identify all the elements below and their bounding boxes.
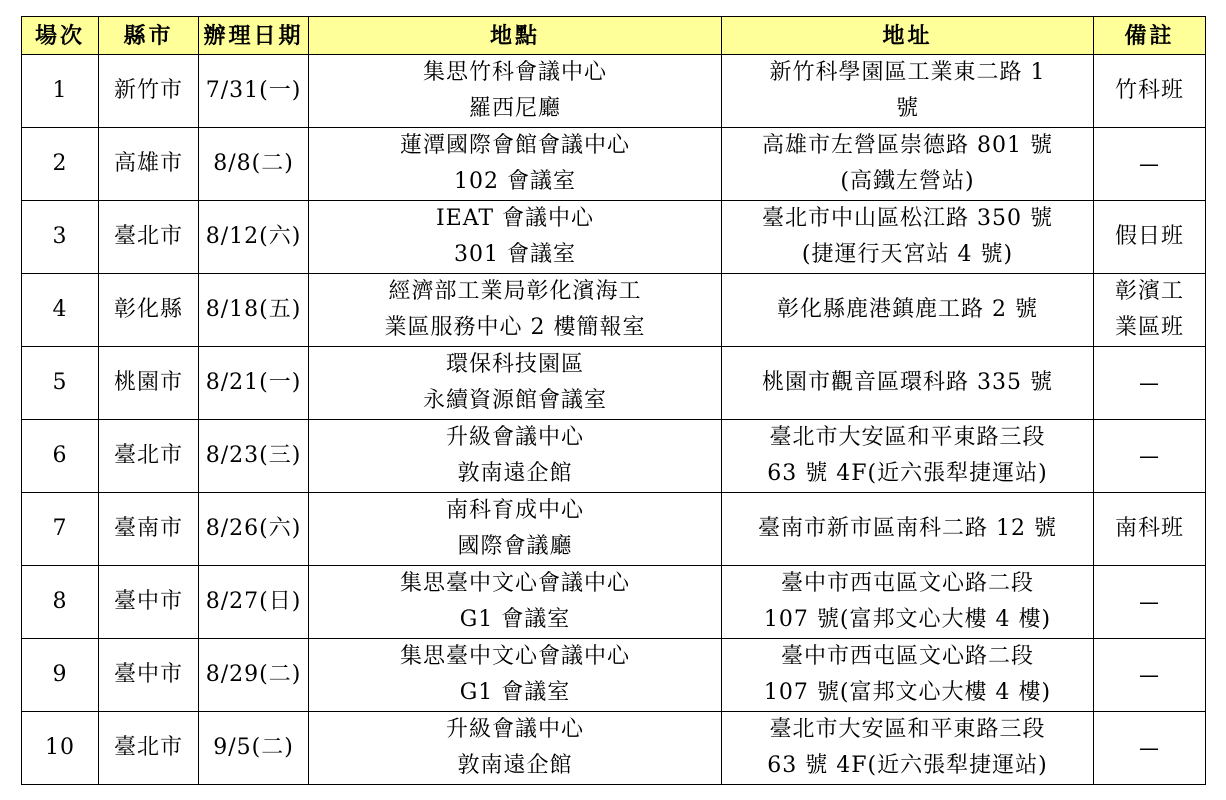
- venue-line: 經濟部工業局彰化濱海工: [388, 279, 642, 304]
- cell-date: 8/27(日): [199, 566, 309, 639]
- cell-date: 9/5(二): [199, 712, 309, 785]
- venue-line: 敦南遠企館: [457, 461, 573, 486]
- table-row: [22, 566, 1206, 639]
- address-line: 彰化縣鹿港鎮鹿工路 2 號: [777, 297, 1038, 322]
- header-city: 縣市: [99, 17, 199, 55]
- venue-line: 蓮潭國際會館會議中心: [399, 133, 630, 158]
- address-line: 63 號 4F(近六張犁捷運站): [767, 461, 1048, 486]
- cell-city: 臺中市: [99, 566, 199, 639]
- cell-date: 8/8(二): [199, 128, 309, 201]
- venue-line: 環保科技園區: [445, 352, 584, 377]
- venue-line: 業區服務中心 2 樓簡報室: [384, 315, 646, 340]
- schedule-table: [21, 16, 1206, 785]
- address-line: 桃園市觀音區環科路 335 號: [762, 370, 1053, 395]
- address-line: 107 號(富邦文心大樓 4 樓): [763, 607, 1052, 632]
- cell-session: 7: [22, 493, 99, 566]
- cell-note: [1094, 493, 1206, 566]
- cell-venue: [309, 420, 722, 493]
- note-line: 假日班: [1114, 224, 1184, 249]
- cell-city: 高雄市: [99, 128, 199, 201]
- cell-venue: [309, 274, 722, 347]
- cell-city: 臺北市: [99, 712, 199, 785]
- cell-session: 9: [22, 639, 99, 712]
- cell-city: 桃園市: [99, 347, 199, 420]
- cell-venue: [309, 128, 722, 201]
- venue-line: 南科育成中心: [445, 498, 584, 523]
- note-line: —: [1139, 663, 1160, 687]
- address-line: 臺北市中山區松江路 350 號: [762, 206, 1053, 231]
- note-line: —: [1139, 736, 1160, 760]
- address-line: 107 號(富邦文心大樓 4 樓): [763, 680, 1052, 705]
- venue-line: G1 會議室: [459, 680, 571, 705]
- cell-city: 新竹市: [99, 55, 199, 128]
- table-row: [22, 420, 1206, 493]
- note-line: 南科班: [1114, 516, 1184, 541]
- cell-note: [1094, 274, 1206, 347]
- header-note: 備註: [1094, 17, 1206, 55]
- address-line: 臺中市西屯區文心路二段: [780, 571, 1034, 596]
- address-line: 高雄市左營區崇德路 801 號: [762, 133, 1053, 158]
- venue-line: 升級會議中心: [445, 717, 584, 742]
- table-row: [22, 493, 1206, 566]
- note-line: —: [1139, 444, 1160, 468]
- cell-session: 6: [22, 420, 99, 493]
- cell-date: 8/26(六): [199, 493, 309, 566]
- cell-venue: [309, 55, 722, 128]
- cell-address: [722, 55, 1094, 128]
- venue-line: 敦南遠企館: [457, 753, 573, 778]
- cell-venue: [309, 639, 722, 712]
- address-line: 臺北市大安區和平東路三段: [769, 425, 1046, 450]
- address-line: 臺南市新市區南科二路 12 號: [758, 516, 1057, 541]
- cell-address: [722, 201, 1094, 274]
- cell-address: [722, 566, 1094, 639]
- venue-line: 升級會議中心: [445, 425, 584, 450]
- cell-note: [1094, 639, 1206, 712]
- venue-line: 集思臺中文心會議中心: [399, 644, 630, 669]
- cell-city: 臺北市: [99, 420, 199, 493]
- cell-note: [1094, 128, 1206, 201]
- venue-line: 集思臺中文心會議中心: [399, 571, 630, 596]
- address-line: 號: [895, 96, 919, 121]
- header-date: 辦理日期: [199, 17, 309, 55]
- note-line: —: [1139, 371, 1160, 395]
- cell-date: 8/29(二): [199, 639, 309, 712]
- venue-line: 301 會議室: [454, 242, 576, 267]
- cell-city: 彰化縣: [99, 274, 199, 347]
- venue-line: 永續資源館會議室: [422, 388, 607, 413]
- note-line: 業區班: [1114, 315, 1184, 340]
- cell-venue: [309, 493, 722, 566]
- cell-note: [1094, 201, 1206, 274]
- note-line: 竹科班: [1114, 78, 1184, 103]
- table-row: [22, 347, 1206, 420]
- cell-venue: [309, 201, 722, 274]
- table-row: [22, 128, 1206, 201]
- cell-address: [722, 347, 1094, 420]
- venue-line: 102 會議室: [454, 169, 576, 194]
- cell-venue: [309, 566, 722, 639]
- cell-date: 7/31(一): [199, 55, 309, 128]
- table-header: [22, 17, 1206, 55]
- header-venue: 地點: [309, 17, 722, 55]
- table-row: [22, 274, 1206, 347]
- venue-line: 集思竹科會議中心: [422, 60, 607, 85]
- cell-note: [1094, 420, 1206, 493]
- cell-date: 8/12(六): [199, 201, 309, 274]
- table-row: [22, 201, 1206, 274]
- cell-note: [1094, 55, 1206, 128]
- venue-line: 國際會議廳: [457, 534, 573, 559]
- note-line: 彰濱工: [1114, 279, 1184, 304]
- venue-line: 羅西尼廳: [468, 96, 561, 121]
- venue-line: G1 會議室: [459, 607, 571, 632]
- address-line: 63 號 4F(近六張犁捷運站): [767, 753, 1048, 778]
- cell-session: 8: [22, 566, 99, 639]
- header-session: 場次: [22, 17, 99, 55]
- cell-city: 臺南市: [99, 493, 199, 566]
- cell-address: [722, 712, 1094, 785]
- cell-address: [722, 493, 1094, 566]
- cell-address: [722, 639, 1094, 712]
- cell-address: [722, 274, 1094, 347]
- cell-city: 臺北市: [99, 201, 199, 274]
- note-line: —: [1139, 590, 1160, 614]
- cell-session: 2: [22, 128, 99, 201]
- cell-session: 1: [22, 55, 99, 128]
- header-address: 地址: [722, 17, 1094, 55]
- cell-date: 8/18(五): [199, 274, 309, 347]
- table-row: [22, 55, 1206, 128]
- address-line: 臺北市大安區和平東路三段: [769, 717, 1046, 742]
- address-line: (高鐵左營站): [840, 169, 975, 194]
- cell-session: 4: [22, 274, 99, 347]
- venue-line: IEAT 會議中心: [435, 206, 595, 231]
- cell-session: 10: [22, 712, 99, 785]
- table-row: [22, 639, 1206, 712]
- table-body: [22, 55, 1206, 785]
- table-row: [22, 712, 1206, 785]
- cell-address: [722, 420, 1094, 493]
- address-line: 臺中市西屯區文心路二段: [780, 644, 1034, 669]
- cell-city: 臺中市: [99, 639, 199, 712]
- cell-address: [722, 128, 1094, 201]
- header-row: [22, 17, 1206, 55]
- cell-note: [1094, 347, 1206, 420]
- cell-date: 8/23(三): [199, 420, 309, 493]
- cell-session: 3: [22, 201, 99, 274]
- address-line: (捷運行天宮站 4 號): [801, 242, 1014, 267]
- address-line: 新竹科學園區工業東二路 1: [769, 60, 1046, 85]
- cell-venue: [309, 347, 722, 420]
- cell-venue: [309, 712, 722, 785]
- note-line: —: [1139, 152, 1160, 176]
- cell-date: 8/21(一): [199, 347, 309, 420]
- cell-note: [1094, 712, 1206, 785]
- cell-note: [1094, 566, 1206, 639]
- cell-session: 5: [22, 347, 99, 420]
